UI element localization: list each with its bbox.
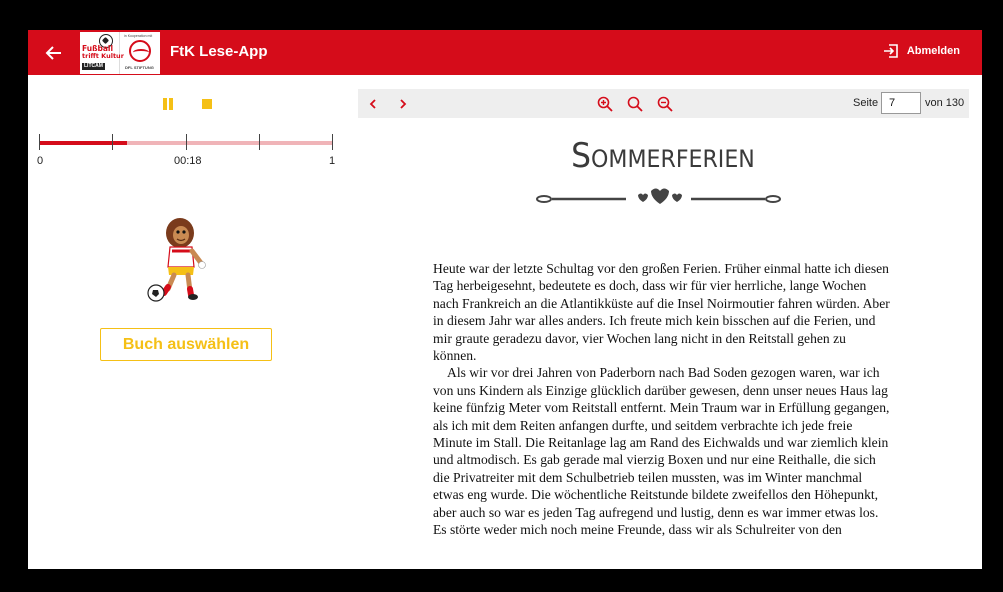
heart-ornament-icon xyxy=(536,186,781,208)
previous-page-button[interactable] xyxy=(364,95,382,113)
app-title: FtK Lese-App xyxy=(170,43,268,60)
pause-icon xyxy=(163,98,167,110)
slider-fill xyxy=(39,141,127,145)
select-book-button[interactable]: Buch auswählen xyxy=(100,328,272,361)
pdf-reader xyxy=(358,89,969,569)
audio-progress-slider[interactable] xyxy=(39,132,334,152)
logout-button[interactable] xyxy=(883,43,960,59)
page-label: Seite xyxy=(853,97,879,109)
partner-name: DFL STIFTUNG xyxy=(125,65,154,70)
chevron-right-icon xyxy=(397,98,409,110)
logo-line2: trifft Kultur xyxy=(82,52,124,60)
logout-label: Abmelden xyxy=(906,45,960,57)
stop-icon xyxy=(202,99,212,109)
app-logo xyxy=(80,32,160,74)
zoom-reset-button[interactable] xyxy=(626,95,644,113)
slider-tick xyxy=(259,134,260,150)
dfl-emblem-icon xyxy=(129,40,151,62)
mascot-image xyxy=(146,215,210,303)
next-page-button[interactable] xyxy=(394,95,412,113)
slider-tick xyxy=(332,134,333,150)
app-screen xyxy=(28,30,982,569)
back-button[interactable] xyxy=(42,41,66,65)
zoom-out-button[interactable] xyxy=(656,95,674,113)
slider-tick xyxy=(39,134,40,150)
pause-button[interactable] xyxy=(161,97,175,111)
zoom-in-button[interactable] xyxy=(596,95,614,113)
chevron-left-icon xyxy=(367,98,379,110)
slider-start-label: 0 xyxy=(37,155,44,167)
slider-end-label: 1 xyxy=(329,155,336,167)
document-text xyxy=(433,260,891,539)
paragraph: Als wir vor drei Jahren von Paderborn nach Bad Soden gezogen waren, war ich von uns Kindern als Einzige glücklich darüber gewesen, denn unser neues Haus lag keine fünfzig Meter vom Reitstall entfernt. Mein Traum war in Erfüllung gegangen, als ich mit dem Reiten anfangen durfte, und seitdem verbrachte ich jede freie Minute im Stall. Die Reitanlage lag am Rand des Eichwalds und war ziemlich klein und altmodisch. Es gab gerade mal vierzig Boxen und nur eine Reithalle, die sich die Privatreiter mit dem Schulbetrieb teilen mussten, was im Winter manchmal etwas eng wurde. Die wöchentliche Reitstunde bildete zweifellos den Höhepunkt, aber auch so war es jeden Tag aufregend und lustig, denn es war immer etwas los. Es störte weder mich noch meine Freunde, dass wir als Schulreiter von den xyxy=(433,365,890,538)
page-total: von 130 xyxy=(925,97,965,109)
device-frame xyxy=(3,3,999,589)
logo-line1: Fußball xyxy=(82,44,114,53)
slider-tick xyxy=(186,134,187,150)
paragraph: Heute war der letzte Schultag vor den großen Ferien. Früher einmal hatte ich diesen Tag herbeigesehnt, bedeutete es doch, dass wir für vier herrliche, lange Wochen nach Frankreich an die Atlantikküste auf die Insel Noirmoutier fahren würden. Aber in diesem Jahr war alles anders. Ich freute mich kein bisschen auf die Ferien, und mir graute geradezu davor, vier Wochen lang nicht in den Reitstall gehen zu können. xyxy=(433,261,890,364)
audio-player-panel xyxy=(28,75,348,569)
document-page[interactable] xyxy=(358,118,969,569)
zoom-in-icon xyxy=(597,96,613,112)
pause-icon-bar xyxy=(169,98,173,110)
zoom-out-icon xyxy=(657,96,673,112)
partner-logo xyxy=(120,32,160,74)
search-icon xyxy=(627,96,643,112)
reader-toolbar xyxy=(358,89,969,118)
top-app-bar xyxy=(28,30,982,75)
slider-current-time: 00:18 xyxy=(174,155,202,167)
page-number-input[interactable] xyxy=(881,92,921,114)
arrow-left-icon xyxy=(45,44,63,62)
slider-tick xyxy=(112,134,113,150)
logout-icon xyxy=(883,43,899,59)
ftk-logo xyxy=(80,32,124,74)
logo-badge: LITCAM xyxy=(84,63,103,69)
chapter-heading: Sommerferien xyxy=(571,136,755,176)
partner-caption: in Kooperation mit xyxy=(124,34,153,38)
stop-button[interactable] xyxy=(200,97,214,111)
